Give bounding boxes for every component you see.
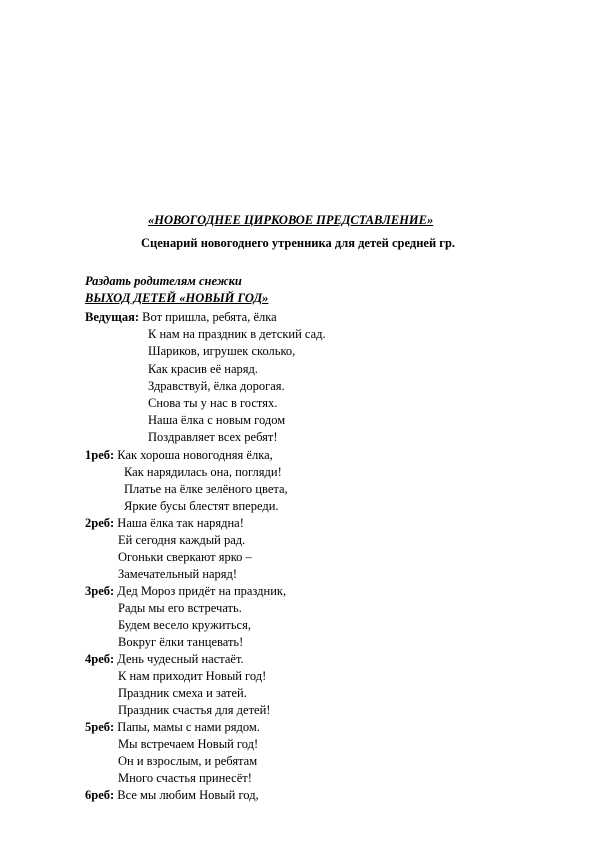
line-text: Много счастья принесёт! — [118, 771, 252, 785]
line-text: Папы, мамы с нами рядом. — [114, 720, 260, 734]
script-line — [148, 395, 277, 411]
script-line — [148, 378, 285, 394]
script-line — [85, 719, 260, 735]
line-text: Ей сегодня каждый рад. — [118, 533, 246, 547]
line-text: Праздник смеха и затей. — [118, 686, 247, 700]
speaker-label: Ведущая: — [85, 310, 140, 324]
script-line — [85, 515, 244, 531]
line-text: Праздник счастья для детей! — [118, 703, 271, 717]
script-line — [148, 326, 326, 342]
line-text: Мы встречаем Новый год! — [118, 737, 259, 751]
speaker-label: 6реб: — [85, 788, 115, 802]
speaker-label: 3реб: — [85, 584, 115, 598]
line-text: Здравствуй, ёлка дорогая. — [148, 379, 285, 393]
line-text: Как красив её наряд. — [148, 362, 258, 376]
line-text: Он и взрослым, и ребятам — [118, 754, 258, 768]
line-text: Наша ёлка так нарядна! — [114, 516, 244, 530]
script-line — [85, 447, 273, 463]
script-line — [118, 617, 251, 633]
script-line — [118, 668, 266, 684]
script-line — [118, 753, 257, 769]
line-text: Платье на ёлке зелёного цвета, — [124, 482, 288, 496]
line-text: Поздравляет всех ребят! — [148, 430, 278, 444]
speaker-label: 4реб: — [85, 652, 115, 666]
script-line — [124, 464, 282, 480]
line-text: Замечательный наряд! — [118, 567, 238, 581]
line-text: Как нарядилась она, погляди! — [124, 465, 282, 479]
script-line — [118, 634, 243, 650]
script-line — [118, 685, 247, 701]
line-text: Снова ты у нас в гостях. — [148, 396, 278, 410]
script-line — [148, 429, 278, 445]
script-line — [118, 770, 252, 786]
script-line — [85, 787, 259, 803]
script-line — [85, 651, 244, 667]
line-text: Вокруг ёлки танцевать! — [118, 635, 244, 649]
script-line — [148, 361, 258, 377]
line-text: К нам приходит Новый год! — [118, 669, 267, 683]
line-text: Шариков, игрушек сколько, — [148, 344, 296, 358]
line-text: Все мы любим Новый год, — [114, 788, 259, 802]
line-text: К нам на праздник в детский сад. — [148, 327, 326, 341]
script-line — [118, 549, 252, 565]
line-text: Как хороша новогодняя ёлка, — [114, 448, 273, 462]
script-line — [118, 532, 245, 548]
line-text: Будем весело кружиться, — [118, 618, 251, 632]
speaker-label: 1реб: — [85, 448, 115, 462]
line-text: Дед Мороз придёт на праздник, — [114, 584, 287, 598]
script-line — [85, 309, 277, 325]
section-heading: ВЫХОД ДЕТЕЙ «НОВЫЙ ГОД» — [85, 291, 269, 305]
document-title: «НОВОГОДНЕЕ ЦИРКОВОЕ ПРЕДСТАВЛЕНИЕ» — [148, 213, 434, 227]
script-line — [124, 498, 279, 514]
script-line — [118, 736, 258, 752]
line-text: Огоньки сверкают ярко – — [118, 550, 252, 564]
script-line — [85, 583, 286, 599]
speaker-label: 2реб: — [85, 516, 115, 530]
line-text: День чудесный настаёт. — [114, 652, 244, 666]
line-text: Яркие бусы блестят впереди. — [124, 499, 279, 513]
speaker-label: 5реб: — [85, 720, 115, 734]
script-line — [124, 481, 288, 497]
script-line — [148, 343, 295, 359]
stage-instruction: Раздать родителям снежки — [85, 274, 242, 288]
line-text: Рады мы его встречать. — [118, 601, 242, 615]
document-subtitle: Сценарий новогоднего утренника для детей средней гр. — [141, 236, 456, 250]
script-line — [118, 600, 242, 616]
line-text: Наша ёлка с новым годом — [148, 413, 286, 427]
script-line — [118, 566, 237, 582]
script-line — [148, 412, 285, 428]
script-line — [118, 702, 270, 718]
line-text: Вот пришла, ребята, ёлка — [139, 310, 277, 324]
